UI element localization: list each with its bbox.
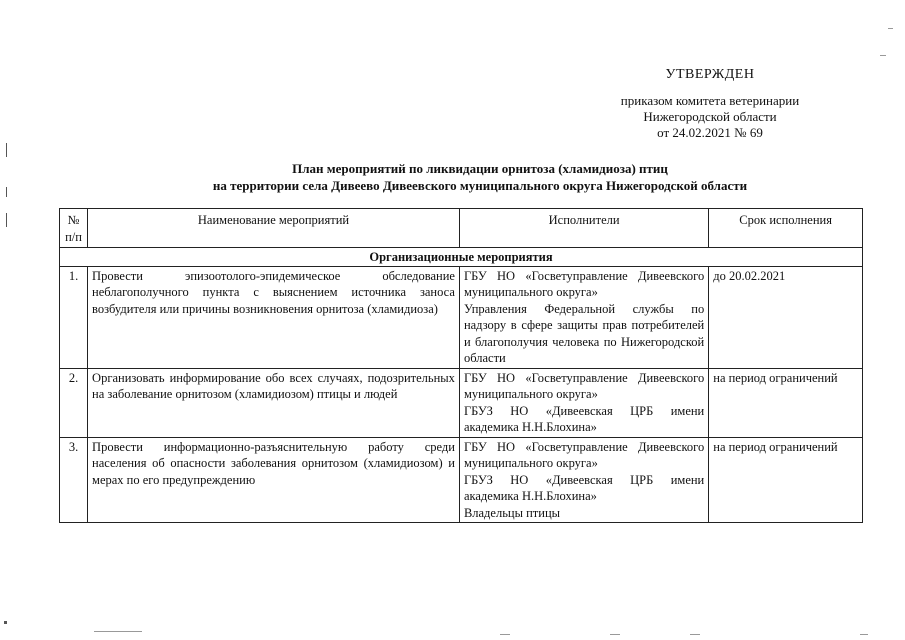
row-deadline: на период ограничений [709, 437, 863, 523]
section-row [60, 248, 863, 267]
row-num: 2. [60, 368, 88, 437]
header-executors: Исполнители [459, 209, 708, 248]
row-num: 1. [60, 266, 88, 368]
table-header-row [60, 209, 863, 248]
row-num: 3. [60, 437, 88, 523]
scan-mark [888, 28, 893, 29]
scan-mark [690, 634, 700, 635]
scan-mark [6, 213, 7, 227]
executor: Управления Федеральной службы по надзору в сфере защиты прав потребителей и благополучия человека по Нижегородской области [463, 301, 705, 365]
executor: Владельцы птицы [463, 505, 561, 520]
approval-line: Нижегородской области [643, 109, 777, 124]
table-row [60, 368, 863, 437]
approval-date: от 24.02.2021 № 69 [657, 125, 763, 140]
scan-mark [860, 634, 868, 635]
scan-mark [880, 55, 886, 56]
header-num: № п/п [60, 209, 88, 248]
plan-table [59, 208, 863, 523]
row-name: Провести эпизоотолого-эпидемическое обследование неблагополучного пункта с выяснением источника заноса возбудителя или причины возникновения орнитоза (хламидиоза) [88, 266, 460, 368]
row-executors [459, 266, 708, 368]
executor: ГБУ НО «Госветуправление Дивеевского муниципального округа» [463, 268, 705, 299]
scan-mark [500, 634, 510, 635]
section-title: Организационные мероприятия [60, 248, 863, 267]
executor: ГБУ НО «Госветуправление Дивеевского муниципального округа» [463, 370, 705, 401]
row-name: Организовать информирование обо всех случаях, подозрительных на заболевание орнитозом (хламидиозом) птицы и людей [88, 368, 460, 437]
header-name: Наименование мероприятий [88, 209, 460, 248]
title-line: План мероприятий по ликвидации орнитоза (хламидиоза) птиц [292, 161, 668, 176]
row-executors [459, 437, 708, 523]
table-row [60, 437, 863, 523]
scan-mark [4, 621, 7, 624]
row-executors [459, 368, 708, 437]
scan-mark [610, 634, 620, 635]
table-row [60, 266, 863, 368]
title-line: на территории села Дивеево Дивеевского муниципального округа Нижегородской области [212, 178, 748, 193]
row-deadline: до 20.02.2021 [709, 266, 863, 368]
scan-mark [94, 631, 142, 632]
executor: ГБУЗ НО «Дивеевская ЦРБ имени академика Н.Н.Блохина» [463, 403, 705, 434]
row-name: Провести информационно-разъяснительную работу среди населения об опасности заболевания орнитозом (хламидиозом) и мерах по его предупреждению [88, 437, 460, 523]
executor: ГБУ НО «Госветуправление Дивеевского муниципального округа» [463, 439, 705, 470]
document-title [100, 160, 860, 194]
executor: ГБУЗ НО «Дивеевская ЦРБ имени академика Н.Н.Блохина» [463, 472, 705, 503]
header-deadline: Срок исполнения [709, 209, 863, 248]
scan-mark [6, 143, 7, 157]
row-deadline: на период ограничений [709, 368, 863, 437]
scan-mark [6, 187, 7, 197]
approval-line: приказом комитета ветеринарии [620, 93, 800, 108]
approval-heading: УТВЕРЖДЕН [665, 67, 755, 82]
approval-block [560, 67, 860, 141]
